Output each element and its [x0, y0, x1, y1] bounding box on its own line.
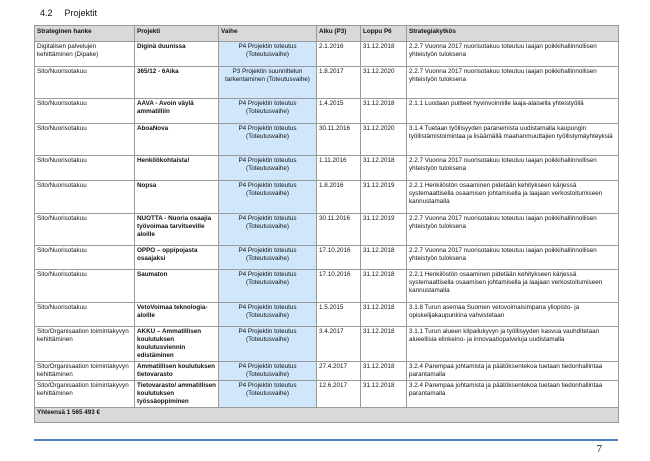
cell-loppu: 31.12.2018 — [361, 381, 407, 408]
cell-hanke: Sito/Nuorisotakuu — [35, 99, 135, 124]
cell-vaihe: P4 Projektin toteutus (Toteutusvaihe) — [219, 270, 317, 303]
cell-strategiakytkos: 3.2.4 Parempaa johtamista ja päätöksentekoa tuetaan tiedonhallintaa parantamalla — [407, 381, 619, 408]
header-loppu: Loppu P6 — [361, 26, 407, 42]
cell-strategiakytkos: 2.2.7 Vuonna 2017 nuorisotakuu toteutuu laajan poikkihallinnollisen yhteistyön tuloksena — [407, 246, 619, 270]
cell-hanke: Sito/Nuorisotakuu — [35, 214, 135, 246]
table-row — [35, 124, 619, 156]
cell-vaihe: P4 Projektin toteutus (Toteutusvaihe) — [219, 362, 317, 381]
table-row — [35, 42, 619, 67]
cell-alku: 1.11.2016 — [317, 156, 361, 181]
cell-strategiakytkos: 3.2.4 Parempaa johtamista ja päätöksentekoa tuetaan tiedonhallintaa parantamalla — [407, 362, 619, 381]
cell-loppu: 31.12.2020 — [361, 124, 407, 156]
cell-hanke: Sito/Organisaation toimintakyvyn kehittäminen — [35, 362, 135, 381]
cell-projekti: Nopsa — [135, 181, 219, 214]
cell-alku: 1.5.2015 — [317, 303, 361, 327]
cell-strategiakytkos: 2.2.7 Vuonna 2017 nuorisotakuu toteutuu laajan poikkihallinnollisen yhteistyön tuloksena — [407, 156, 619, 181]
cell-loppu: 31.12.2018 — [361, 246, 407, 270]
cell-alku: 2.1.2016 — [317, 42, 361, 67]
table-row — [35, 327, 619, 362]
cell-alku: 3.4.2017 — [317, 327, 361, 362]
cell-alku: 1.8.2017 — [317, 67, 361, 99]
cell-hanke: Sito/Nuorisotakuu — [35, 124, 135, 156]
cell-loppu: 31.12.2018 — [361, 327, 407, 362]
table-total-row — [35, 408, 619, 423]
cell-projekti: AKKU – Ammatillisen koulutuksen koulutusviennin edistäminen — [135, 327, 219, 362]
section-title: Projektit — [64, 8, 98, 18]
table-row — [35, 381, 619, 408]
cell-vaihe: P3 Projektin suunnittelun tarkentaminen (Toteutusvaihe) — [219, 67, 317, 99]
cell-alku: 1.8.2016 — [317, 181, 361, 214]
cell-loppu: 31.12.2018 — [361, 362, 407, 381]
header-projekti: Projekti — [135, 26, 219, 42]
cell-projekti: VetoVoimaa teknologia-aloille — [135, 303, 219, 327]
cell-hanke: Sito/Nuorisotakuu — [35, 246, 135, 270]
cell-vaihe: P4 Projektin toteutus (Toteutusvaihe) — [219, 303, 317, 327]
cell-projekti: NUOTTA - Nuoria osaajia työvoimaa tarvitseville aloille — [135, 214, 219, 246]
cell-vaihe: P4 Projektin toteutus (Toteutusvaihe) — [219, 246, 317, 270]
table-row — [35, 303, 619, 327]
cell-hanke: Sito/Nuorisotakuu — [35, 67, 135, 99]
cell-vaihe: P4 Projektin toteutus (Toteutusvaihe) — [219, 124, 317, 156]
cell-projekti: 365/12 - 6Aika — [135, 67, 219, 99]
cell-alku: 17.10.2016 — [317, 246, 361, 270]
cell-vaihe: P4 Projektin toteutus (Toteutusvaihe) — [219, 181, 317, 214]
cell-strategiakytkos: 2.2.7 Vuonna 2017 nuorisotakuu toteutuu laajan poikkihallinnollisen yhteistyön tuloksena — [407, 42, 619, 67]
cell-alku: 27.4.2017 — [317, 362, 361, 381]
cell-alku: 30.11.2016 — [317, 124, 361, 156]
cell-strategiakytkos: 2.1.1 Luodaan puitteet hyvinvoinnille laaja-alaisella yhteistyöllä — [407, 99, 619, 124]
cell-loppu: 31.12.2019 — [361, 181, 407, 214]
cell-alku: 12.6.2017 — [317, 381, 361, 408]
cell-projekti: AAVA - Avoin väylä ammatilliin — [135, 99, 219, 124]
cell-vaihe: P4 Projektin toteutus (Toteutusvaihe) — [219, 381, 317, 408]
cell-projekti: Ammatillisen koulutuksen tietovarasto — [135, 362, 219, 381]
cell-strategiakytkos: 2.2.7 Vuonna 2017 nuorisotakuu toteutuu laajan poikkihallinnollisen yhteistyön tuloksena — [407, 67, 619, 99]
cell-hanke: Sito/Nuorisotakuu — [35, 270, 135, 303]
cell-alku: 30.11.2016 — [317, 214, 361, 246]
cell-hanke: Sito/Organisaation toimintakyvyn kehittäminen — [35, 327, 135, 362]
cell-alku: 1.4.2015 — [317, 99, 361, 124]
cell-loppu: 31.12.2018 — [361, 42, 407, 67]
cell-hanke: Sito/Nuorisotakuu — [35, 303, 135, 327]
cell-strategiakytkos: 3.1.8 Turun asemaa Suomen vetovoimaisimpana yliopisto- ja opiskelijakaupunkina vahvistetaan — [407, 303, 619, 327]
cell-strategiakytkos: 2.2.1 Henkilöstön osaaminen pidetään kehitykseen kärjessä systemaattisella osaamisen johtamisella ja laajaan verkostoitumiseen kannustamalla — [407, 181, 619, 214]
table-row — [35, 99, 619, 124]
cell-vaihe: P4 Projektin toteutus (Toteutusvaihe) — [219, 214, 317, 246]
cell-vaihe: P4 Projektin toteutus (Toteutusvaihe) — [219, 42, 317, 67]
cell-loppu: 31.12.2019 — [361, 214, 407, 246]
cell-projekti: Diginä duunissa — [135, 42, 219, 67]
page-number: 7 — [596, 443, 602, 455]
cell-projekti: Henkilökohtaista! — [135, 156, 219, 181]
cell-hanke: Sito/Nuorisotakuu — [35, 156, 135, 181]
header-vaihe: Vaihe — [219, 26, 317, 42]
table-row — [35, 246, 619, 270]
cell-projekti: OPPO – oppipojasta osaajaksi — [135, 246, 219, 270]
section-heading — [40, 8, 97, 18]
section-number: 4.2 — [40, 8, 53, 18]
table-row — [35, 67, 619, 99]
cell-projekti: Saumaton — [135, 270, 219, 303]
cell-loppu: 31.12.2018 — [361, 303, 407, 327]
cell-hanke: Digitalisen palvelujen kehittäminen (Dipake) — [35, 42, 135, 67]
projects-table — [34, 25, 619, 423]
cell-loppu: 31.12.2018 — [361, 270, 407, 303]
header-strateginen-hanke: Strateginen hanke — [35, 26, 135, 42]
cell-strategiakytkos: 2.2.7 Vuonna 2017 nuorisotakuu toteutuu laajan poikkihallinnollisen yhteistyön tuloksena — [407, 214, 619, 246]
header-strategiakytkos: Strategiakytkös — [407, 26, 619, 42]
table-row — [35, 214, 619, 246]
cell-strategiakytkos: 2.2.1 Henkilöstön osaaminen pidetään kehitykseen kärjessä systemaattisella osaamisen johtamisella ja laajaan verkostoitumiseen kannustamalla — [407, 270, 619, 303]
table-header-row — [35, 26, 619, 42]
header-alku: Alku (P3) — [317, 26, 361, 42]
table-row — [35, 270, 619, 303]
cell-projekti: AboaNova — [135, 124, 219, 156]
cell-loppu: 31.12.2018 — [361, 99, 407, 124]
cell-loppu: 31.12.2018 — [361, 156, 407, 181]
cell-loppu: 31.12.2020 — [361, 67, 407, 99]
table-row — [35, 362, 619, 381]
cell-strategiakytkos: 3.1.4 Tuetaan työllisyyden paranemista uudistamalla kaupungin työllistämistoimintaa ja lisäämällä maahanmuuttajien työllistymäyhteyksiä — [407, 124, 619, 156]
cell-vaihe: P4 Projektin toteutus (Toteutusvaihe) — [219, 327, 317, 362]
table-row — [35, 181, 619, 214]
cell-strategiakytkos: 3.1.1 Turun alueen kilpailukyvyn ja työllisyyden kasvua vauhditetaan alueellisia elinkeino- ja innovaatiopalveluja uudistamalla — [407, 327, 619, 362]
cell-projekti: Tietovarasto/ ammatillisen koulutuksen työssäoppiminen — [135, 381, 219, 408]
footer-rule — [34, 439, 618, 441]
cell-hanke: Sito/Organisaation toimintakyvyn kehittäminen — [35, 381, 135, 408]
cell-vaihe: P4 Projektin toteutus (Toteutusvaihe) — [219, 156, 317, 181]
cell-vaihe: P4 Projektin toteutus (Toteutusvaihe) — [219, 99, 317, 124]
total-amount: Yhteensä 1 565 493 € — [35, 408, 619, 423]
cell-hanke: Sito/Nuorisotakuu — [35, 181, 135, 214]
table-row — [35, 156, 619, 181]
cell-alku: 17.10.2016 — [317, 270, 361, 303]
